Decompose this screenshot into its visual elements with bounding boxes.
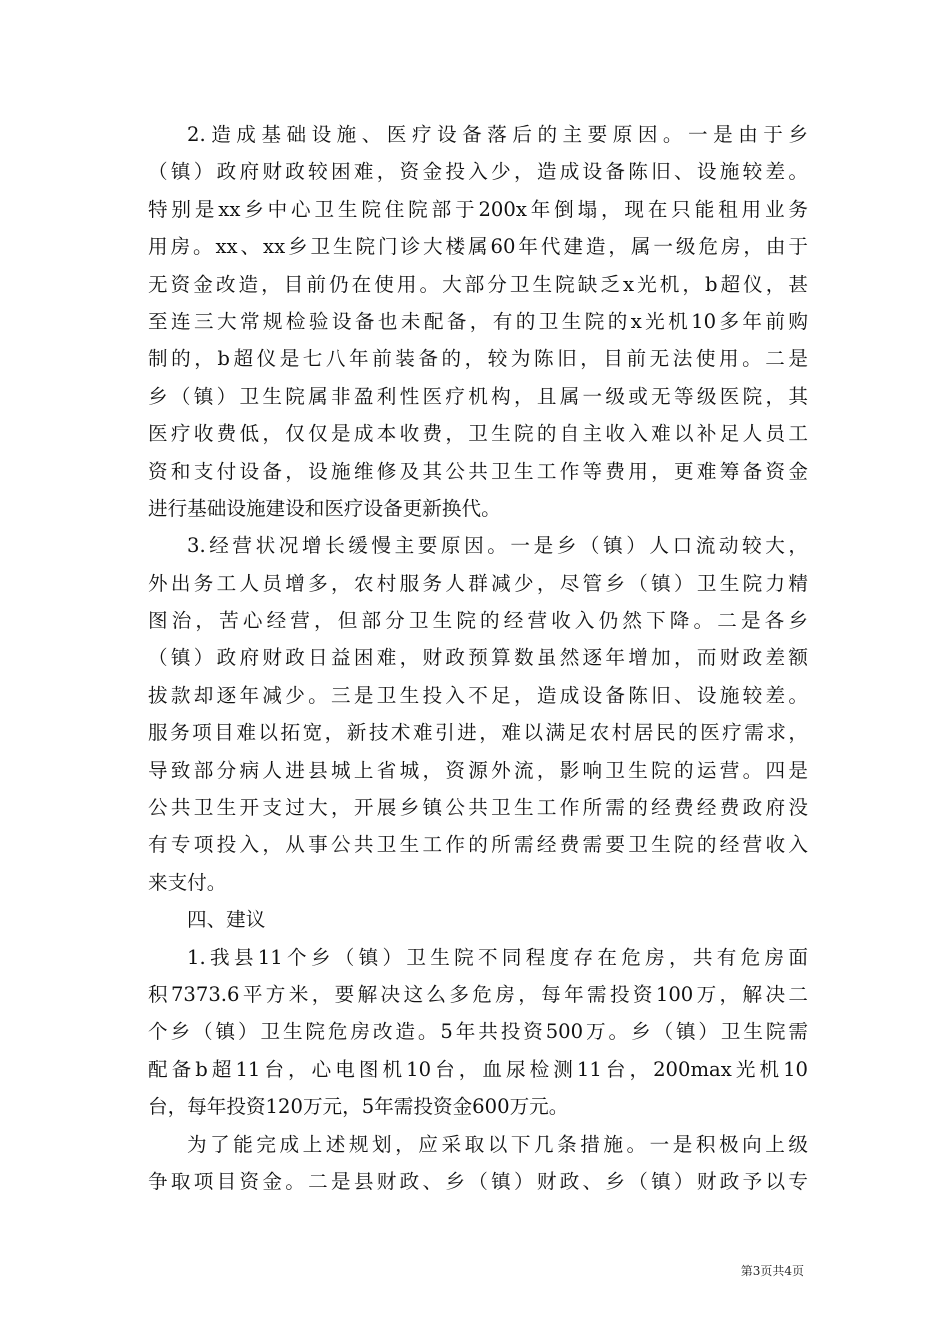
paragraph-line: 外出务工人员增多，农村服务人群减少，尽管乡（镇）卫生院力精 <box>148 571 808 595</box>
paragraph-line: 特别是xx乡中心卫生院住院部于200x年倒塌，现在只能租用业务 <box>148 197 808 221</box>
paragraph-line: 服务项目难以拓宽，新技术难引进，难以满足农村居民的医疗需求， <box>148 721 808 745</box>
paragraph-line: 拔款却逐年减少。三是卫生投入不足，造成设备陈旧、设施较差。 <box>148 683 808 707</box>
paragraph-line: 用房。xx、xx乡卫生院门诊大楼属60年代建造，属一级危房，由于 <box>148 235 808 259</box>
paragraph-line: 个乡（镇）卫生院危房改造。5年共投资500万。乡（镇）卫生院需 <box>148 1020 808 1044</box>
paragraph-line: 有专项投入，从事公共卫生工作的所需经费需要卫生院的经营收入 <box>148 833 808 857</box>
document-body <box>148 116 808 1200</box>
paragraph-line: 3.经营状况增长缓慢主要原因。一是乡（镇）人口流动较大， <box>187 534 808 558</box>
paragraph-line: 台，每年投资120万元，5年需投资金600万元。 <box>148 1095 569 1119</box>
paragraph-line: 资和支付设备，设施维修及其公共卫生工作等费用，更难筹备资金 <box>148 459 808 483</box>
paragraph-line: 至连三大常规检验设备也未配备，有的卫生院的x光机10多年前购 <box>148 309 808 333</box>
paragraph-line: 制的，b超仪是七八年前装备的，较为陈旧，目前无法使用。二是 <box>148 347 808 371</box>
paragraph-line: 为了能完成上述规划，应采取以下几条措施。一是积极向上级 <box>187 1132 808 1156</box>
paragraph-line: 图治，苦心经营，但部分卫生院的经营收入仍然下降。二是各乡 <box>148 609 808 633</box>
section-heading: 四、建议 <box>187 908 266 932</box>
paragraph-line: 2.造成基础设施、医疗设备落后的主要原因。一是由于乡 <box>187 123 808 146</box>
paragraph-line: （镇）政府财政较困难，资金投入少，造成设备陈旧、设施较差。 <box>148 160 808 184</box>
paragraph-line: 1.我县11个乡（镇）卫生院不同程度存在危房，共有危房面 <box>187 945 808 969</box>
paragraph-line: 进行基础设施建设和医疗设备更新换代。 <box>148 496 501 520</box>
paragraph-line: 无资金改造，目前仍在使用。大部分卫生院缺乏x光机，b超仪，甚 <box>148 272 808 296</box>
paragraph-line: 医疗收费低，仅仅是成本收费，卫生院的自主收入难以补足人员工 <box>148 422 808 446</box>
paragraph-line: 公共卫生开支过大，开展乡镇公共卫生工作所需的经费经费政府没 <box>148 796 808 820</box>
paragraph-line: 争取项目资金。二是县财政、乡（镇）财政、乡（镇）财政予以专 <box>148 1169 808 1193</box>
paragraph-line: 积7373.6平方米，要解决这么多危房，每年需投资100万，解决二 <box>148 982 808 1006</box>
page-number: 第3页共4页 <box>740 1264 804 1278</box>
paragraph-line: 配备b超11台，心电图机10台，血尿检测11台，200max光机10 <box>148 1057 808 1081</box>
paragraph-line: 导致部分病人进县城上省城，资源外流，影响卫生院的运营。四是 <box>148 758 808 782</box>
paragraph-line: 乡（镇）卫生院属非盈利性医疗机构，且属一级或无等级医院，其 <box>148 384 808 408</box>
paragraph-line: 来支付。 <box>148 870 227 894</box>
paragraph-line: （镇）政府财政日益困难，财政预算数虽然逐年增加，而财政差额 <box>148 646 808 670</box>
